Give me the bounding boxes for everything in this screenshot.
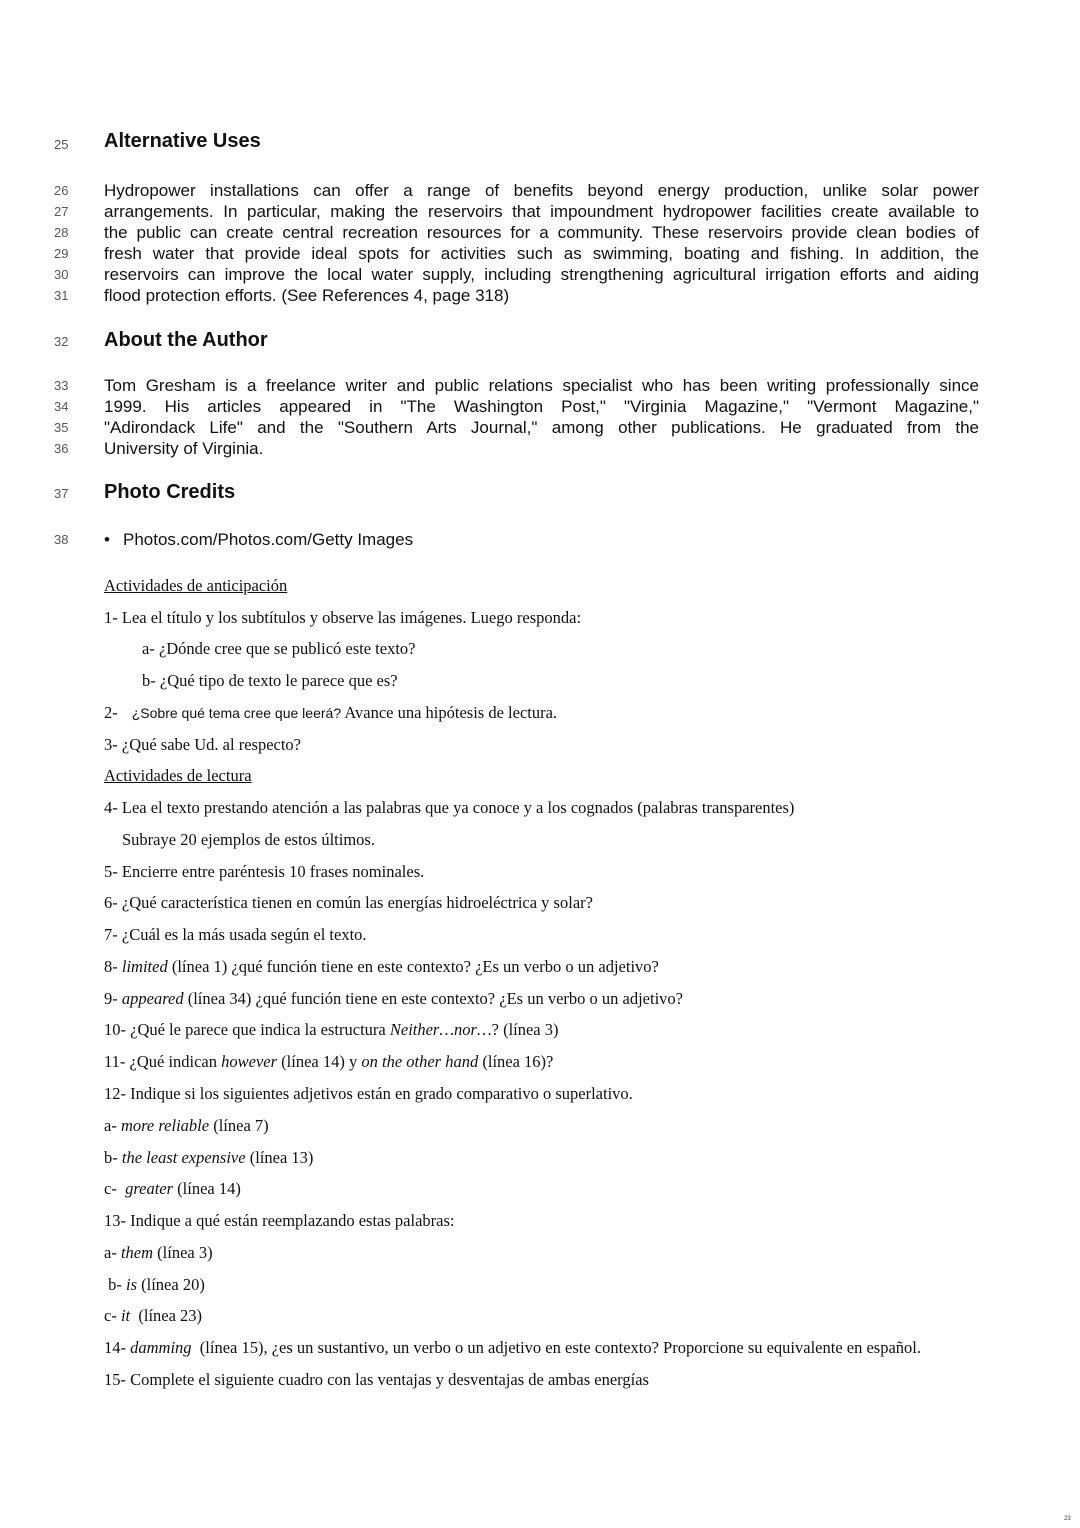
- italic-term: on the other hand: [361, 1052, 479, 1071]
- line-number: 27: [54, 204, 69, 219]
- question-12a: [104, 1116, 269, 1136]
- bullet-icon: •: [104, 530, 110, 549]
- question-1: 1- Lea el título y los subtítulos y observe las imágenes. Luego responda:: [104, 608, 582, 627]
- line-number: 34: [54, 399, 69, 414]
- line-number: 29: [54, 246, 69, 261]
- text: 8-: [104, 957, 122, 976]
- text: b-: [104, 1148, 122, 1167]
- question-13b: [104, 1275, 205, 1295]
- paragraph-line: fresh water that provide ideal spots for activities such as swimming, boating and fishing. In addition, the: [104, 244, 979, 263]
- italic-term: damming: [130, 1338, 192, 1357]
- question-12b: [104, 1148, 313, 1168]
- page-number: 23: [1064, 1516, 1071, 1522]
- italic-term: Neither…nor…: [389, 1020, 492, 1039]
- line-number: 37: [54, 486, 69, 501]
- question-12c: [104, 1179, 241, 1199]
- text: c-: [104, 1306, 121, 1325]
- text: 9-: [104, 989, 122, 1008]
- question-6: 6- ¿Qué característica tienen en común las energías hidroeléctrica y solar?: [104, 893, 593, 912]
- italic-term: greater: [125, 1179, 174, 1198]
- question-9: [104, 989, 683, 1009]
- paragraph-line: flood protection efforts. (See References 4, page 318): [104, 286, 510, 305]
- paragraph-line: Tom Gresham is a freelance writer and public relations specialist who has been writing professionally since: [104, 376, 979, 395]
- italic-term: more reliable: [120, 1116, 210, 1135]
- question-8: [104, 957, 659, 977]
- text: c-: [104, 1179, 126, 1198]
- paragraph-line: Hydropower installations can offer a range of benefits beyond energy production, unlike solar power: [104, 181, 979, 200]
- paragraph-line: reservoirs can improve the local water supply, including strengthening agricultural irrigation efforts and aiding: [104, 265, 979, 284]
- line-number: 36: [54, 441, 69, 456]
- question-3: 3- ¿Qué sabe Ud. al respecto?: [104, 735, 301, 754]
- question-2-number: 2-: [104, 703, 118, 722]
- activities-heading-lectura: Actividades de lectura: [104, 766, 252, 785]
- question-2: [104, 703, 557, 723]
- italic-term: limited: [121, 957, 168, 976]
- question-1a: a- ¿Dónde cree que se publicó este texto?: [142, 639, 416, 658]
- section-heading-about-author: About the Author: [104, 329, 268, 351]
- question-13a: [104, 1243, 213, 1263]
- question-15: 15- Complete el siguiente cuadro con las ventajas y desventajas de ambas energías: [104, 1370, 649, 1389]
- paragraph-line: arrangements. In particular, making the reservoirs that impoundment hydropower facilities create available to: [104, 202, 979, 221]
- text: (línea 23): [130, 1306, 203, 1325]
- question-7: 7- ¿Cuál es la más usada según el texto.: [104, 925, 367, 944]
- text: b-: [104, 1275, 126, 1294]
- question-12: 12- Indique si los siguientes adjetivos están en grado comparativo o superlativo.: [104, 1084, 633, 1103]
- activities-heading-anticipacion: Actividades de anticipación: [104, 576, 288, 595]
- italic-term: them: [120, 1243, 154, 1262]
- text: (línea 13): [245, 1148, 314, 1167]
- question-13: 13- Indique a qué están reemplazando estas palabras:: [104, 1211, 455, 1230]
- line-number: 32: [54, 334, 69, 349]
- italic-term: is: [126, 1275, 138, 1294]
- text: (línea 14) y: [277, 1052, 362, 1071]
- line-number: 28: [54, 225, 69, 240]
- text: a-: [104, 1243, 121, 1262]
- paragraph-line: University of Virginia.: [104, 439, 264, 458]
- question-2-sans-text: ¿Sobre qué tema cree que leerá?: [131, 705, 342, 721]
- text: 14-: [104, 1338, 131, 1357]
- text: (línea 34) ¿qué función tiene en este contexto? ¿Es un verbo o un adjetivo?: [183, 989, 683, 1008]
- italic-term: the least expensive: [121, 1148, 246, 1167]
- text: (línea 3): [153, 1243, 213, 1262]
- question-5: 5- Encierre entre paréntesis 10 frases nominales.: [104, 862, 425, 881]
- italic-term: appeared: [121, 989, 184, 1008]
- text: (línea 7): [209, 1116, 269, 1135]
- section-heading-alternative-uses: Alternative Uses: [104, 130, 261, 152]
- question-1b: b- ¿Qué tipo de texto le parece que es?: [142, 671, 398, 690]
- line-number: 26: [54, 183, 69, 198]
- question-4: 4- Lea el texto prestando atención a las palabras que ya conoce y a los cognados (palabras transparentes): [104, 798, 795, 817]
- text: 11- ¿Qué indican: [104, 1052, 222, 1071]
- paragraph-line: the public can create central recreation resources for a community. These reservoirs provide clean bodies of: [104, 223, 979, 242]
- paragraph-line: "Adirondack Life" and the "Southern Arts Journal," among other publications. He graduated from the: [104, 418, 979, 437]
- about-author-paragraph: [104, 375, 979, 459]
- text: 10- ¿Qué le parece que indica la estructura: [104, 1020, 390, 1039]
- line-number: 35: [54, 420, 69, 435]
- paragraph-line: 1999. His articles appeared in "The Washington Post," "Virginia Magazine," "Vermont Magazine,": [104, 397, 979, 416]
- line-number: 30: [54, 267, 69, 282]
- italic-term: however: [221, 1052, 278, 1071]
- italic-term: it: [120, 1306, 131, 1325]
- photo-credit-item: [104, 529, 413, 550]
- question-4-continuation: Subraye 20 ejemplos de estos últimos.: [122, 830, 375, 849]
- line-number: 31: [54, 288, 69, 303]
- text: (línea 1) ¿qué función tiene en este contexto? ¿Es un verbo o un adjetivo?: [167, 957, 659, 976]
- question-14: [104, 1338, 921, 1358]
- text: (línea 16)?: [478, 1052, 554, 1071]
- text: (línea 14): [173, 1179, 241, 1198]
- section-heading-photo-credits: Photo Credits: [104, 481, 236, 503]
- alternative-uses-paragraph: [104, 180, 979, 306]
- question-13c: [104, 1306, 202, 1326]
- text: (línea 15), ¿es un sustantivo, un verbo o un adjetivo en este contexto? Proporcione su equivalente en español.: [191, 1338, 922, 1357]
- question-11: [104, 1052, 553, 1072]
- text: ? (línea 3): [491, 1020, 559, 1039]
- text: a-: [104, 1116, 121, 1135]
- line-number: 25: [54, 137, 69, 152]
- photo-credit-text: Photos.com/Photos.com/Getty Images: [123, 530, 414, 549]
- question-2-rest: Avance una hipótesis de lectura.: [341, 703, 558, 722]
- line-number: 33: [54, 378, 69, 393]
- text: (línea 20): [137, 1275, 205, 1294]
- question-10: [104, 1020, 559, 1040]
- line-number: 38: [54, 532, 69, 547]
